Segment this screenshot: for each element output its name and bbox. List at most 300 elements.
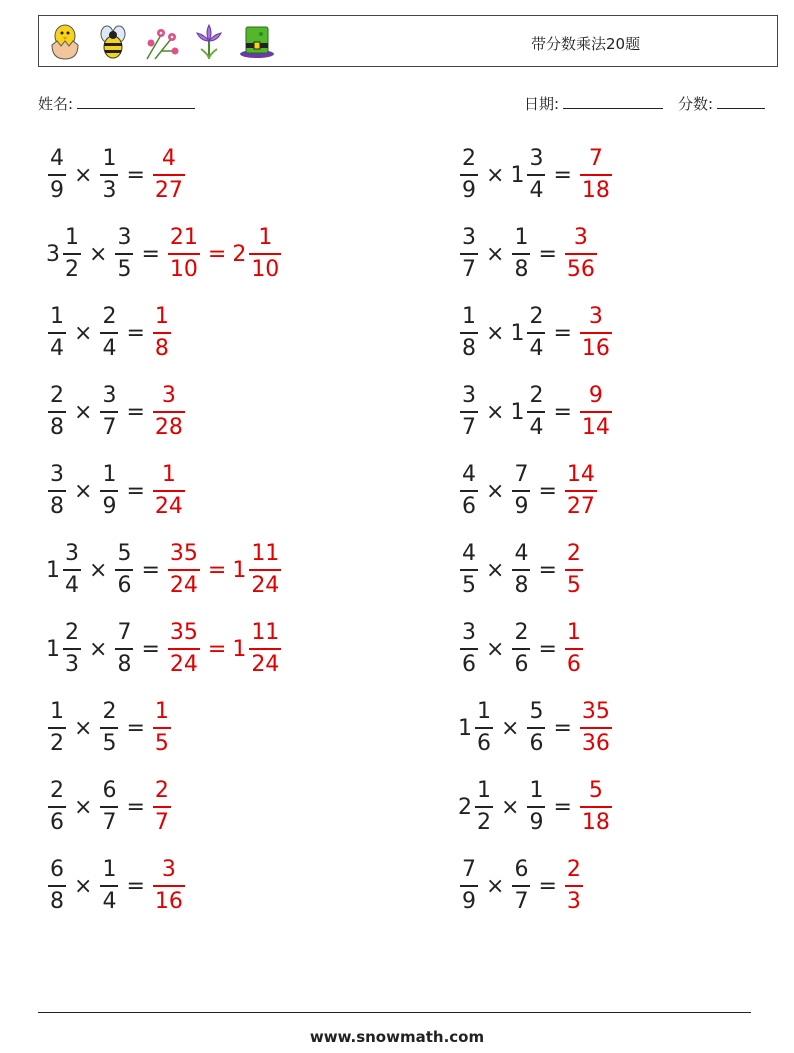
answer-fraction-denominator: 56: [565, 253, 597, 281]
operand-b-fraction-numerator: 1: [102, 857, 117, 882]
operand-a: [458, 780, 495, 834]
answer-mixed: [232, 227, 283, 281]
times-sign: ×: [486, 241, 505, 267]
operand-b-fraction: [115, 227, 133, 281]
problem-row: [458, 221, 599, 287]
equals-sign: =: [141, 636, 160, 662]
times-sign: ×: [74, 715, 93, 741]
operand-a-fraction-numerator: 1: [462, 304, 476, 329]
times-sign: ×: [501, 794, 520, 820]
answer-fraction: [565, 859, 583, 913]
answer-fraction-numerator: 3: [573, 225, 588, 250]
problem-row: [46, 458, 187, 524]
answer-fraction-numerator: 1: [566, 620, 581, 645]
answer: [578, 148, 614, 202]
operand-a-fraction-numerator: 2: [462, 146, 476, 171]
answer-mixed-fraction: [249, 543, 281, 597]
operand-b: [98, 148, 120, 202]
operand-a-fraction: [48, 148, 66, 202]
times-sign: ×: [486, 636, 505, 662]
answer-mixed: [232, 622, 283, 676]
answer: [151, 306, 173, 360]
answer-fraction-denominator: 6: [565, 648, 583, 676]
times-sign: ×: [74, 478, 93, 504]
operand-a-fraction-numerator: 4: [462, 541, 476, 566]
operand-b-fraction: [512, 859, 530, 913]
answer: [563, 227, 599, 281]
answer-fraction: [153, 464, 185, 518]
answer-mixed-fraction-denominator: 24: [249, 569, 281, 597]
problem-row: [458, 458, 599, 524]
operand-a-whole: 1: [46, 557, 60, 583]
answer-fraction-denominator: 28: [153, 411, 185, 439]
operand-b-fraction: [100, 148, 118, 202]
answer-fraction: [153, 780, 171, 834]
operand-b-fraction-denominator: 4: [527, 174, 545, 202]
answer-fraction-numerator: 35: [169, 541, 198, 566]
answer-fraction-numerator: 21: [169, 225, 198, 250]
operand-b-fraction-numerator: 3: [529, 146, 544, 171]
times-sign: ×: [486, 162, 505, 188]
answer-fraction-numerator: 2: [566, 541, 581, 566]
operand-a: [458, 306, 480, 360]
problem-row: [46, 142, 187, 208]
operand-a-fraction-denominator: 2: [63, 253, 81, 281]
operand-a-fraction-numerator: 1: [65, 225, 79, 250]
operand-a-fraction-denominator: 7: [460, 411, 478, 439]
answer-fraction: [168, 227, 200, 281]
answer-fraction-numerator: 3: [588, 304, 603, 329]
answer: [151, 385, 187, 439]
operand-a-fraction: [475, 780, 493, 834]
operand-a-whole: 3: [46, 241, 60, 267]
operand-a-fraction-numerator: 4: [462, 462, 476, 487]
operand-b-fraction-numerator: 4: [514, 541, 529, 566]
operand-b-fraction-denominator: 5: [115, 253, 133, 281]
operand-a-fraction: [460, 385, 478, 439]
operand-b: [510, 543, 532, 597]
equals-sign: =: [538, 241, 557, 267]
operand-a-fraction-numerator: 6: [50, 857, 64, 882]
answer-mixed-fraction-numerator: 1: [258, 225, 273, 250]
score-label: 分数:: [678, 95, 714, 113]
answer-fraction-numerator: 2: [566, 857, 581, 882]
answer-fraction-denominator: 27: [153, 174, 185, 202]
operand-a-fraction-numerator: 1: [50, 304, 64, 329]
answer: [578, 385, 614, 439]
answer-fraction-denominator: 5: [565, 569, 583, 597]
operand-b-fraction-denominator: 8: [115, 648, 133, 676]
times-sign: ×: [501, 715, 520, 741]
footer-divider: [38, 1012, 751, 1013]
answer-fraction-denominator: 14: [580, 411, 612, 439]
name-label: 姓名:: [38, 95, 74, 113]
answer-fraction-numerator: 1: [154, 699, 169, 724]
operand-a-fraction-numerator: 4: [50, 146, 64, 171]
operand-b-fraction-denominator: 6: [115, 569, 133, 597]
operand-b-fraction: [512, 622, 530, 676]
problem-row: [458, 774, 614, 840]
problem-row: [46, 379, 187, 445]
times-sign: ×: [486, 399, 505, 425]
operand-a-fraction: [460, 306, 478, 360]
operand-b-fraction: [115, 622, 133, 676]
problem-row: [458, 695, 614, 761]
answer-fraction-denominator: 24: [153, 490, 185, 518]
equals-sign: =: [538, 873, 557, 899]
answer: [151, 780, 173, 834]
header-icons: [45, 21, 277, 61]
operand-b-fraction-numerator: 3: [117, 225, 132, 250]
problem-row: [458, 142, 614, 208]
answer-fraction: [565, 464, 597, 518]
operand-a-fraction-denominator: 6: [475, 727, 493, 755]
answer-fraction: [565, 622, 583, 676]
operand-a-fraction-numerator: 3: [462, 383, 476, 408]
problem-row: [458, 853, 585, 919]
equals-sign: =: [538, 478, 557, 504]
operand-a-fraction-numerator: 7: [462, 857, 476, 882]
operand-a: [46, 385, 68, 439]
answer-fraction-denominator: 5: [153, 727, 171, 755]
date-label: 日期:: [524, 95, 560, 113]
times-sign: ×: [74, 873, 93, 899]
times-sign: ×: [486, 873, 505, 899]
answer-fraction-denominator: 27: [565, 490, 597, 518]
answer-fraction-denominator: 24: [168, 569, 200, 597]
operand-b: [525, 701, 547, 755]
footer-site: www.snowmath.com: [309, 1028, 485, 1046]
problem-row: [458, 616, 585, 682]
equals-sign: =: [126, 715, 145, 741]
header-box: [38, 15, 778, 67]
times-sign: ×: [74, 399, 93, 425]
problem-row: [46, 616, 283, 682]
operand-b-fraction-denominator: 5: [100, 727, 118, 755]
answer: [166, 543, 283, 597]
answer: [563, 464, 599, 518]
answer-fraction-numerator: 14: [566, 462, 595, 487]
operand-a-fraction-denominator: 8: [48, 885, 66, 913]
operand-a-fraction: [48, 780, 66, 834]
answer-fraction: [153, 306, 171, 360]
operand-b-fraction: [527, 306, 545, 360]
operand-b: [113, 227, 135, 281]
bee-icon: [93, 21, 133, 61]
answer-fraction-denominator: 10: [168, 253, 200, 281]
operand-b: [510, 859, 532, 913]
operand-a-fraction-denominator: 8: [48, 411, 66, 439]
operand-b-fraction: [512, 227, 530, 281]
operand-a-fraction-numerator: 2: [50, 383, 64, 408]
operand-b-whole: 1: [510, 162, 525, 188]
operand-b-fraction-denominator: 9: [527, 806, 545, 834]
operand-b-fraction-denominator: 6: [512, 648, 530, 676]
operand-b: [98, 385, 120, 439]
operand-b: [510, 385, 547, 439]
operand-a-fraction: [63, 622, 81, 676]
equals-sign: =: [553, 399, 572, 425]
operand-a-fraction-denominator: 7: [460, 253, 478, 281]
answer-fraction: [565, 543, 583, 597]
operand-b-fraction-denominator: 4: [527, 332, 545, 360]
operand-a-fraction: [460, 622, 478, 676]
operand-b-fraction-denominator: 9: [100, 490, 118, 518]
answer-mixed-whole: 1: [232, 636, 247, 662]
operand-a-fraction-denominator: 5: [460, 569, 478, 597]
operand-b-fraction-denominator: 4: [100, 332, 118, 360]
date-blank[interactable]: [563, 94, 663, 109]
operand-a-fraction-numerator: 1: [50, 699, 64, 724]
operand-b-fraction-denominator: 8: [512, 569, 530, 597]
answer-fraction: [580, 780, 612, 834]
operand-b: [113, 543, 135, 597]
iris-flower-icon: [189, 21, 229, 61]
answer-fraction: [565, 227, 597, 281]
answer-mixed: [232, 543, 283, 597]
answer-fraction: [168, 622, 200, 676]
operand-b-fraction-numerator: 2: [514, 620, 529, 645]
operand-a-fraction: [460, 543, 478, 597]
operand-b-fraction: [100, 385, 118, 439]
operand-b-fraction-numerator: 2: [102, 304, 117, 329]
equals-sign: =: [126, 320, 145, 346]
operand-a: [458, 385, 480, 439]
answer-fraction-numerator: 7: [588, 146, 603, 171]
operand-a-fraction-denominator: 8: [48, 490, 66, 518]
problem-row: [458, 300, 614, 366]
problem-row: [46, 221, 283, 287]
times-sign: ×: [89, 241, 108, 267]
score-field: [678, 93, 765, 114]
operand-a-fraction-denominator: 4: [63, 569, 81, 597]
operand-b-fraction: [512, 464, 530, 518]
operand-b-fraction-numerator: 1: [529, 778, 544, 803]
operand-b-fraction-numerator: 6: [102, 778, 117, 803]
operand-a-fraction: [460, 464, 478, 518]
answer: [151, 701, 173, 755]
green-hat-icon: [237, 21, 277, 61]
operand-b-fraction: [100, 780, 118, 834]
operand-a-fraction-numerator: 3: [462, 225, 476, 250]
answer-equals-sign: =: [207, 557, 227, 583]
problem-row: [46, 537, 283, 603]
date-field: [524, 93, 663, 114]
operand-b-fraction-numerator: 2: [529, 383, 544, 408]
operand-a: [46, 859, 68, 913]
equals-sign: =: [553, 162, 572, 188]
times-sign: ×: [486, 320, 505, 346]
operand-b: [510, 622, 532, 676]
answer-equals-sign: =: [207, 241, 227, 267]
answer-fraction-numerator: 35: [581, 699, 610, 724]
operand-b-fraction-numerator: 7: [117, 620, 132, 645]
operand-a: [458, 543, 480, 597]
answer-fraction-numerator: 35: [169, 620, 198, 645]
operand-a-whole: 1: [46, 636, 60, 662]
operand-b-fraction-denominator: 9: [512, 490, 530, 518]
times-sign: ×: [74, 794, 93, 820]
operand-b-fraction-numerator: 6: [514, 857, 529, 882]
problem-row: [46, 695, 173, 761]
name-blank[interactable]: [77, 94, 195, 109]
answer-equals-sign: =: [207, 636, 227, 662]
operand-a: [458, 148, 480, 202]
chick-in-egg-icon: [45, 21, 85, 61]
problem-row: [458, 537, 585, 603]
operand-a: [46, 227, 83, 281]
operand-a-fraction-denominator: 6: [48, 806, 66, 834]
operand-b: [98, 464, 120, 518]
answer: [563, 622, 585, 676]
answer-fraction: [153, 859, 185, 913]
operand-a: [46, 148, 68, 202]
operand-a-fraction: [460, 148, 478, 202]
operand-a: [46, 306, 68, 360]
answer-fraction-numerator: 5: [588, 778, 603, 803]
answer-fraction: [580, 148, 612, 202]
operand-a: [458, 701, 495, 755]
operand-b-fraction-numerator: 2: [529, 304, 544, 329]
operand-a-whole: 2: [458, 794, 472, 820]
answer-mixed-fraction-numerator: 11: [251, 541, 280, 566]
operand-b-fraction: [100, 701, 118, 755]
answer-fraction-numerator: 2: [154, 778, 169, 803]
operand-b-fraction: [115, 543, 133, 597]
answer: [166, 622, 283, 676]
operand-a: [458, 622, 480, 676]
operand-a-fraction-numerator: 3: [50, 462, 64, 487]
operand-a-fraction-denominator: 8: [460, 332, 478, 360]
answer-fraction-numerator: 1: [154, 304, 169, 329]
answer-fraction: [153, 148, 185, 202]
operand-b-fraction: [527, 385, 545, 439]
answer-fraction: [153, 701, 171, 755]
answer-fraction: [168, 543, 200, 597]
operand-a: [46, 701, 68, 755]
operand-a-fraction-denominator: 9: [460, 174, 478, 202]
operand-b-fraction-numerator: 1: [514, 225, 529, 250]
operand-a-fraction: [48, 385, 66, 439]
operand-a-fraction-denominator: 6: [460, 648, 478, 676]
answer: [578, 306, 614, 360]
operand-b-fraction-denominator: 7: [100, 806, 118, 834]
operand-b-fraction-denominator: 8: [512, 253, 530, 281]
answer-mixed-fraction-numerator: 11: [251, 620, 280, 645]
operand-a: [46, 464, 68, 518]
operand-b-fraction-numerator: 3: [102, 383, 117, 408]
answer-fraction-numerator: 3: [161, 383, 176, 408]
times-sign: ×: [74, 320, 93, 346]
answer-fraction-numerator: 1: [161, 462, 176, 487]
times-sign: ×: [486, 478, 505, 504]
answer: [151, 464, 187, 518]
answer-fraction-denominator: 8: [153, 332, 171, 360]
operand-b-fraction-denominator: 3: [100, 174, 118, 202]
times-sign: ×: [89, 557, 108, 583]
operand-b: [98, 859, 120, 913]
operand-a-fraction: [63, 227, 81, 281]
operand-a-fraction-denominator: 9: [460, 885, 478, 913]
answer: [151, 148, 187, 202]
answer-mixed-fraction: [249, 622, 281, 676]
times-sign: ×: [89, 636, 108, 662]
operand-b: [510, 464, 532, 518]
operand-a-whole: 1: [458, 715, 472, 741]
problem-row: [46, 300, 173, 366]
operand-b-fraction: [527, 701, 545, 755]
equals-sign: =: [126, 478, 145, 504]
answer-fraction-denominator: 18: [580, 806, 612, 834]
operand-b: [113, 622, 135, 676]
flowers-icon: [141, 21, 181, 61]
answer: [563, 859, 585, 913]
operand-a-fraction-denominator: 3: [63, 648, 81, 676]
operand-a-fraction: [48, 464, 66, 518]
equals-sign: =: [538, 636, 557, 662]
answer-fraction-denominator: 18: [580, 174, 612, 202]
problem-row: [458, 379, 614, 445]
operand-b-fraction-denominator: 4: [527, 411, 545, 439]
operand-b: [510, 227, 532, 281]
equals-sign: =: [126, 162, 145, 188]
operand-b: [510, 148, 547, 202]
equals-sign: =: [126, 873, 145, 899]
operand-a: [458, 464, 480, 518]
operand-b-fraction-numerator: 1: [102, 146, 117, 171]
operand-a: [46, 780, 68, 834]
operand-b-fraction-denominator: 7: [100, 411, 118, 439]
operand-a-fraction-denominator: 2: [475, 806, 493, 834]
operand-b-fraction: [100, 464, 118, 518]
operand-b-fraction: [527, 780, 545, 834]
answer-mixed-fraction-denominator: 10: [249, 253, 281, 281]
operand-a-fraction-numerator: 1: [477, 699, 491, 724]
operand-a-fraction: [48, 701, 66, 755]
answer-fraction: [580, 306, 612, 360]
operand-a-fraction: [460, 859, 478, 913]
operand-a: [46, 622, 83, 676]
operand-b-fraction: [512, 543, 530, 597]
answer-mixed-whole: 1: [232, 557, 247, 583]
operand-a-fraction-denominator: 4: [48, 332, 66, 360]
operand-a-fraction: [460, 227, 478, 281]
operand-b-fraction: [100, 306, 118, 360]
answer: [563, 543, 585, 597]
answer-fraction-denominator: 16: [580, 332, 612, 360]
equals-sign: =: [553, 715, 572, 741]
operand-a-fraction-numerator: 3: [462, 620, 476, 645]
operand-a-fraction-denominator: 9: [48, 174, 66, 202]
operand-a-fraction: [475, 701, 493, 755]
name-field: [38, 93, 195, 114]
operand-b: [98, 306, 120, 360]
answer-fraction-numerator: 4: [161, 146, 176, 171]
score-blank[interactable]: [717, 94, 765, 109]
answer-mixed-whole: 2: [232, 241, 247, 267]
operand-a-fraction-denominator: 2: [48, 727, 66, 755]
operand-a-fraction-numerator: 3: [65, 541, 79, 566]
operand-b-fraction-denominator: 6: [527, 727, 545, 755]
operand-b: [98, 701, 120, 755]
equals-sign: =: [141, 557, 160, 583]
operand-a-fraction-numerator: 2: [65, 620, 79, 645]
answer-fraction-denominator: 3: [565, 885, 583, 913]
answer-mixed-fraction: [249, 227, 281, 281]
answer-fraction-numerator: 3: [161, 857, 176, 882]
answer-fraction-numerator: 9: [588, 383, 603, 408]
page-title: 带分数乘法20题: [531, 35, 641, 53]
